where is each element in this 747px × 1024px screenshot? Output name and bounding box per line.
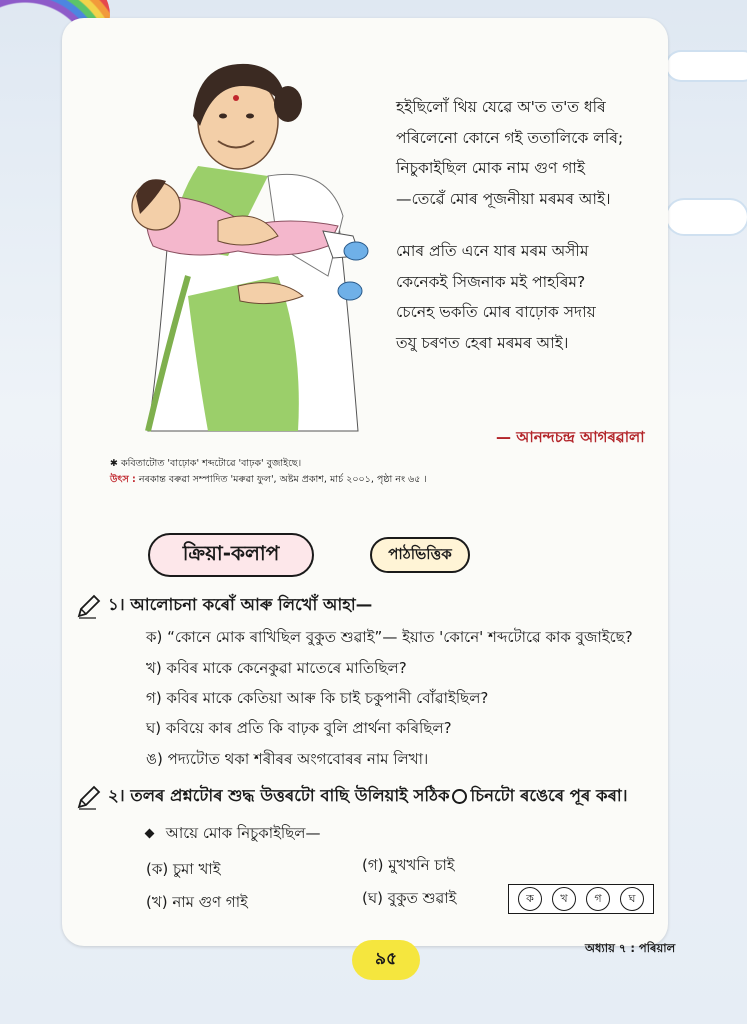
question-1-text: ১। আলোচনা কৰোঁ আৰু লিখোঁ আহা—	[108, 595, 373, 614]
source-label: উৎস :	[110, 474, 136, 485]
option-gha: (ঘ) বুকুত শুৱাই	[362, 889, 457, 907]
poem-line: নিচুকাইছিল মোক নাম গুণ গাই	[396, 159, 585, 177]
source-text: নৰকান্ত বৰুৱা সম্পাদিত 'মৰুৱা ফুল', অষ্টম প্ৰকাশ, মাৰ্চ ২০০১, পৃষ্ঠা নং ৬৫ ।	[138, 474, 427, 485]
option-ga: (গ) মুখখনি চাই	[362, 856, 455, 874]
activities-tag: পাঠভিত্তিক	[370, 537, 470, 573]
cloud-decoration	[667, 52, 747, 80]
footnote-note: ✱ কবিতাটোত 'বাঢ়োক' শব্দটোৱে 'বাঢ়ক' বুজাইছে।	[110, 458, 302, 469]
answer-circle-kha[interactable]: খ	[552, 887, 576, 911]
sub-question: খ) কবিৰ মাকে কেনেকুৱা মাতেৰে মাতিছিল?	[146, 659, 407, 677]
mother-child-illustration	[128, 46, 378, 436]
answer-circle-ka[interactable]: ক	[518, 887, 542, 911]
footnote	[110, 456, 427, 488]
activities-heading: ক্রিয়া-কলাপ	[148, 533, 314, 577]
question-2-text-after: চিনটো ৰঙেৰে পূৰ কৰা।	[470, 786, 628, 805]
sub-question: ঘ) কবিয়ে কাৰ প্ৰতি কি বাঢ়ক বুলি প্ৰাৰ্থনা কৰিছিল?	[146, 719, 452, 737]
poem-line: পৰিলেনো কোনে গই ততালিকে লৰি;	[396, 128, 624, 147]
sub-question: ঙ) পদ্যটোত থকা শৰীৰৰ অংগবোৰৰ নাম লিখা।	[146, 750, 429, 768]
poem-line: তযু চৰণত হেৰা মৰমৰ আই।	[396, 333, 569, 352]
poem	[396, 92, 666, 358]
sub-question: গ) কবিৰ মাকে কেতিয়া আৰু কি চাই চকুপানী বোঁৱাইছিল?	[146, 689, 489, 707]
poem-stanza	[396, 236, 666, 358]
question-2-text-before: ২। তলৰ প্ৰশ্নটোৰ শুদ্ধ উত্তৰটো বাছি উলিয়াই সঠিক	[108, 786, 450, 805]
question-1-title	[76, 592, 372, 619]
diamond-bullet-icon	[145, 829, 155, 839]
question-2-prompt	[146, 822, 320, 847]
question-2-title	[76, 783, 628, 810]
option-ka: (ক) চুমা খাই	[146, 860, 221, 878]
answer-circles-box	[508, 884, 654, 914]
answer-circle-ga[interactable]: গ	[586, 887, 610, 911]
circle-icon	[452, 789, 467, 804]
answer-circle-gha[interactable]: ঘ	[620, 887, 644, 911]
poem-author: — আনন্দচন্দ্ৰ আগৰৱালা	[496, 428, 645, 446]
poem-line: মোৰ প্ৰতি এনে যাৰ মৰম অসীম	[396, 242, 589, 260]
prompt-text: আয়ে মোক নিচুকাইছিল—	[165, 824, 321, 842]
pencil-icon	[76, 593, 102, 619]
chapter-label: অধ্যায় ৭ : পৰিয়াল	[585, 941, 676, 955]
page-number: ৯৫	[352, 940, 420, 980]
poem-line: হইছিলোঁ থিয় যেৱে অ'ত ত'ত ধৰি	[396, 98, 606, 116]
cloud-decoration	[667, 200, 747, 234]
poem-line: কেনেকই সিজনাক মই পাহৰিম?	[396, 272, 586, 291]
poem-line: —তেৱেঁ মোৰ পূজনীয়া মৰমৰ আই।	[396, 189, 611, 208]
poem-line: চেনেহ ভকতি মোৰ বাঢ়োক সদায়	[396, 303, 596, 321]
option-kha: (খ) নাম গুণ গাই	[146, 893, 248, 911]
pencil-icon	[76, 784, 102, 810]
sub-question: ক) “কোনে মোক ৰাখিছিল বুকুত শুৱাই”— ইয়াত 'কোনে' শব্দটোৱে কাক বুজাইছে?	[146, 628, 633, 646]
footnote-source	[110, 472, 427, 488]
